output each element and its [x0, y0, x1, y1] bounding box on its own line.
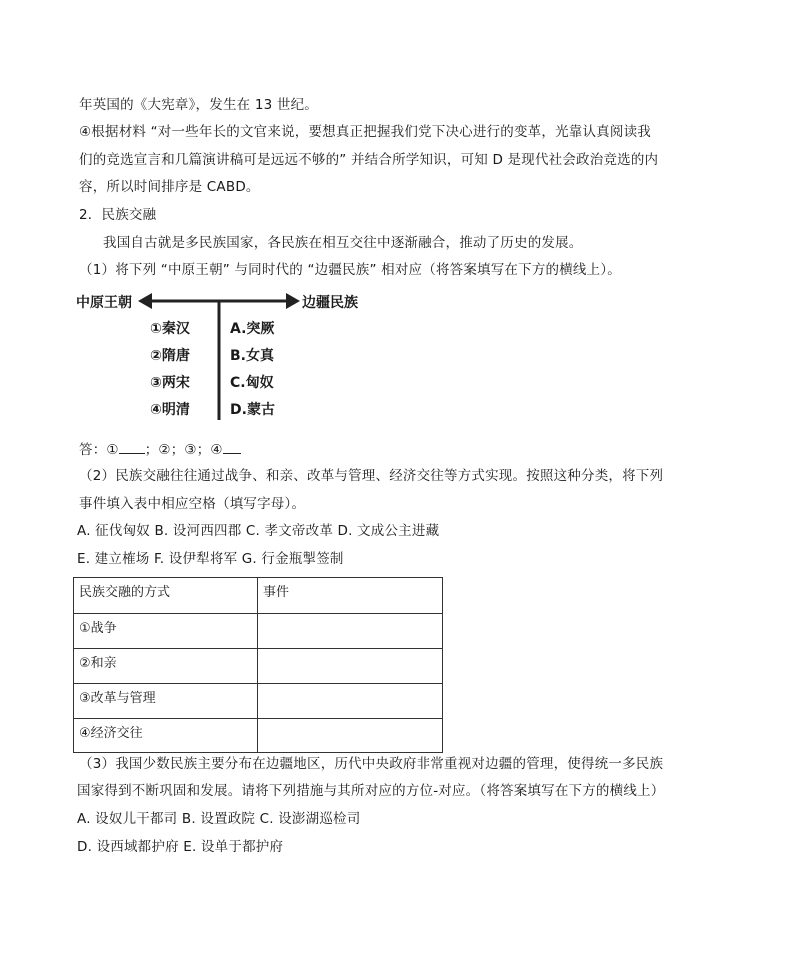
table-cell-events[interactable]: [258, 614, 443, 649]
table-cell-method: ①战争: [74, 614, 258, 649]
dynasty-item: ④明清: [150, 402, 190, 418]
frontier-ethnic-label: 边疆民族: [302, 295, 358, 311]
table-cell-events[interactable]: [258, 684, 443, 719]
table-header-row: [74, 578, 443, 614]
table-cell-method: ②和亲: [74, 649, 258, 684]
table-header: 民族交融的方式: [74, 578, 258, 614]
table-cell-method: ④经济交往: [74, 719, 258, 753]
paragraph-line: ④根据材料 “对一些年长的文官来说，要想真正把握我们党下决心进行的变革，光靠认真阅读我: [79, 124, 651, 140]
ethnic-item: B.女真: [230, 348, 274, 364]
ethnic-item: A.突厥: [230, 321, 275, 337]
paragraph-line: 们的竞选宣言和几篇演讲稿可是远远不够的” 并结合所学知识，可知 D 是现代社会政治竞选的内: [79, 152, 659, 168]
paragraph-line: 年英国的《大宪章》，发生在 13 世纪。: [79, 97, 319, 113]
options-line: D. 设西域都护府 E. 设单于都护府: [77, 839, 284, 855]
dynasty-item: ②隋唐: [150, 348, 190, 364]
options-line: A. 设奴儿干都司 B. 设置政院 C. 设澎湖巡检司: [77, 811, 361, 827]
question-3: （3）我国少数民族主要分布在边疆地区，历代中央政府非常重视对边疆的管理，使得统一多民族: [79, 756, 664, 772]
ethnic-item: D.蒙古: [230, 402, 275, 418]
table-cell-method: ③改革与管理: [74, 684, 258, 719]
table-cell-events[interactable]: [258, 719, 443, 753]
dynasty-ethnic-diagram: [76, 288, 376, 424]
question-3-cont: 国家得到不断巩固和发展。请将下列措施与其所对应的方位-对应。（将答案填写在下方的横线上）: [77, 783, 665, 799]
ethnic-item: C.匈奴: [230, 375, 274, 391]
table-header: 事件: [258, 578, 443, 614]
options-line: E. 建立榷场 F. 设伊犁将军 G. 行金瓶掣签制: [77, 551, 344, 567]
section-heading: 2．民族交融: [79, 207, 157, 223]
table-row: [74, 684, 443, 719]
question-2: （2）民族交融往往通过战争、和亲、改革与管理、经济交往等方式实现。按照这种分类，将下列: [79, 468, 664, 484]
question-1: （1）将下列 “中原王朝” 与同时代的 “边疆民族” 相对应（将答案填写在下方的横线上）。: [79, 262, 621, 278]
question-2-cont: 事件填入表中相应空格（填写字母）。: [79, 496, 306, 512]
answer-prefix: 答：①: [79, 442, 119, 458]
classification-table: [73, 577, 443, 753]
answer-line: [79, 439, 241, 460]
table-row: [74, 719, 443, 753]
options-line: A. 征伐匈奴 B. 设河西四郡 C. 孝文帝改革 D. 文成公主进藏: [77, 523, 440, 539]
answer-separators: ；②；③；④: [144, 442, 223, 458]
table-row: [74, 614, 443, 649]
dynasty-item: ③两宋: [150, 375, 190, 391]
section-intro: 我国自古就是多民族国家，各民族在相互交往中逐渐融合，推动了历史的发展。: [103, 235, 583, 251]
paragraph-line: 容，所以时间排序是 CABD。: [79, 179, 260, 195]
answer-blank-1[interactable]: [119, 439, 145, 454]
dynasty-item: ①秦汉: [150, 321, 190, 337]
answer-blank-4[interactable]: [223, 439, 241, 454]
table-row: [74, 649, 443, 684]
table-cell-events[interactable]: [258, 649, 443, 684]
central-dynasties-label: 中原王朝: [76, 295, 132, 311]
